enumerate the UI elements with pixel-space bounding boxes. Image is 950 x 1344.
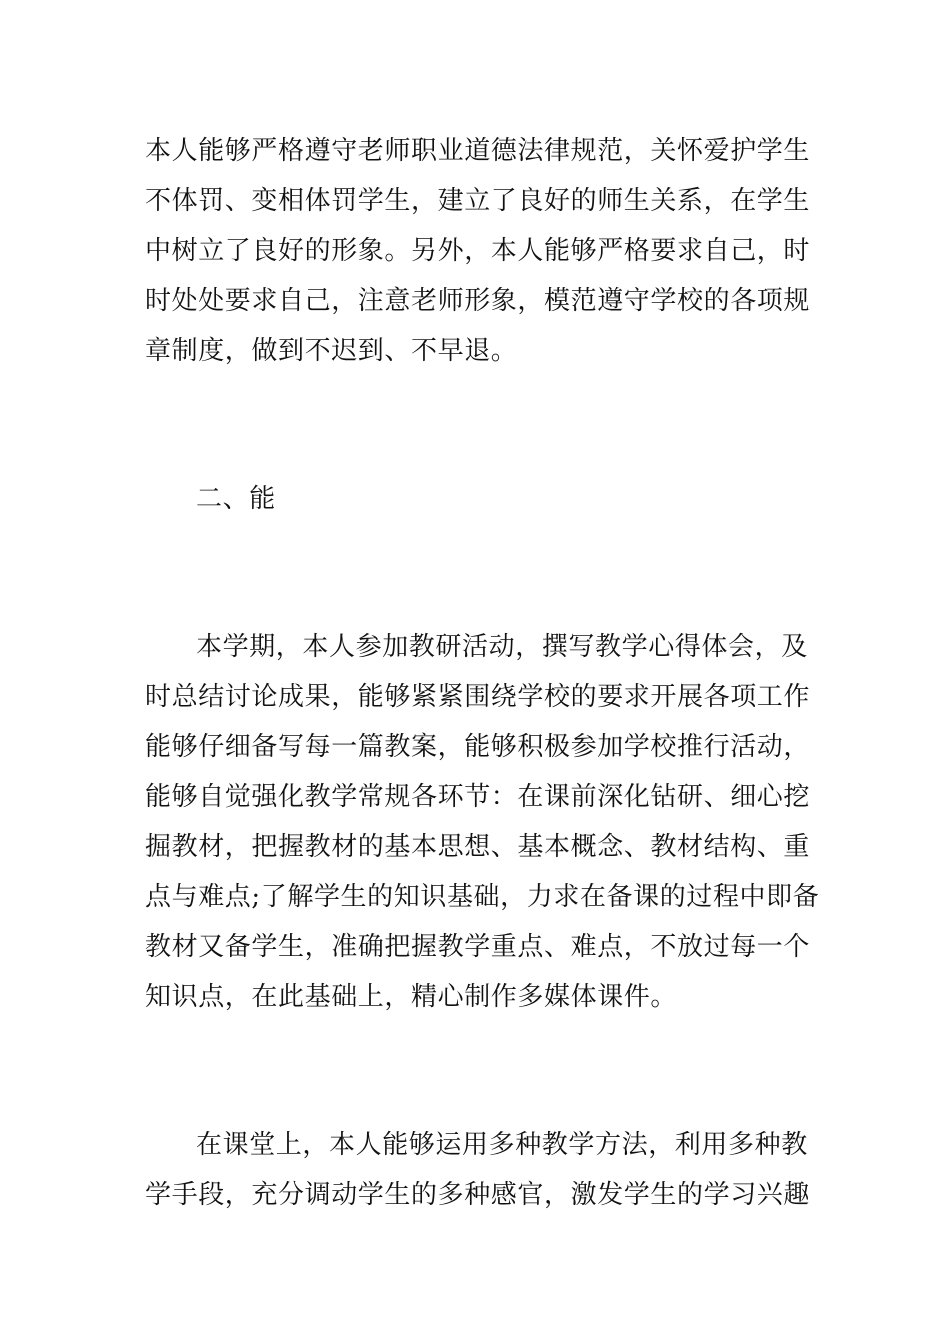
- text-line: 点与难点;了解学生的知识基础，力求在备课的过程中即备: [145, 882, 820, 912]
- section-heading: 二、能: [196, 484, 276, 514]
- text-line: 教材又备学生，准确把握教学重点、难点，不放过每一个: [145, 932, 811, 962]
- text-line: 时总结讨论成果，能够紧紧围绕学校的要求开展各项工作: [145, 682, 811, 712]
- text-line: 时处处要求自己，注意老师形象，模范遵守学校的各项规: [145, 286, 811, 316]
- text-line: 章制度，做到不迟到、不早退。: [145, 336, 518, 366]
- text-line: 本学期，本人参加教研活动，撰写教学心得体会，及: [196, 632, 808, 662]
- text-line: 中树立了良好的形象。另外，本人能够严格要求自己，时: [145, 236, 811, 266]
- text-line: 掘教材，把握教材的基本思想、基本概念、教材结构、重: [145, 832, 811, 862]
- text-line: 不体罚、变相体罚学生，建立了良好的师生关系，在学生: [145, 186, 811, 216]
- text-line: 能够仔细备写每一篇教案，能够积极参加学校推行活动，: [145, 732, 811, 762]
- text-line: 能够自觉强化教学常规各环节：在课前深化钻研、细心挖: [145, 782, 811, 812]
- text-line: 在课堂上，本人能够运用多种教学方法，利用多种教: [196, 1130, 808, 1160]
- text-line: 学手段，充分调动学生的多种感官，激发学生的学习兴趣: [145, 1180, 811, 1210]
- text-line: 本人能够严格遵守老师职业道德法律规范，关怀爱护学生: [145, 136, 811, 166]
- text-line: 知识点，在此基础上，精心制作多媒体课件。: [145, 982, 678, 1012]
